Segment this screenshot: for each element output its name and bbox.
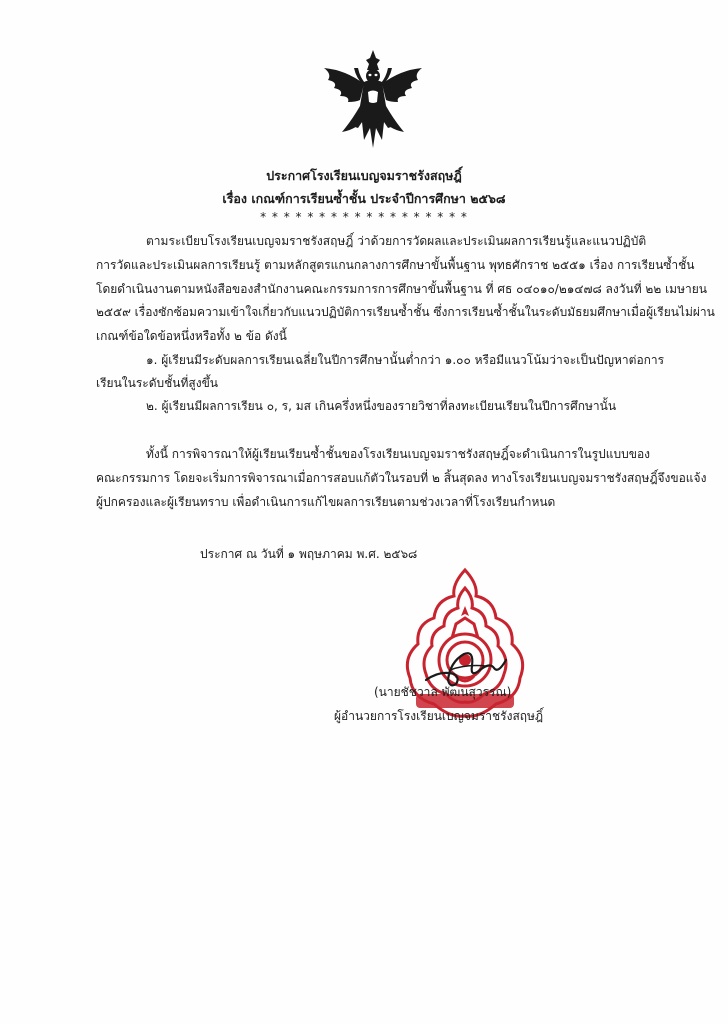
criteria-item-1-cont: เรียนในระดับชั้นที่สูงขึ้น	[96, 376, 218, 390]
announcement-title: ประกาศโรงเรียนเบญจมราชรังสฤษฎิ์	[266, 168, 462, 183]
paragraph-line: ผู้ปกครองและผู้เรียนทราบ เพื่อดำเนินการแก้ไขผลการเรียนตามช่วงเวลาที่โรงเรียนกำหนด	[96, 495, 556, 509]
paragraph-line: ตามระเบียบโรงเรียนเบญจมราชรังสฤษฎิ์ ว่าด้วยการวัดผลและประเมินผลการเรียนรู้และแนวปฏิบัติ	[146, 234, 647, 248]
signer-name: (นายชัชวาล พัฒนสุวรรณ)	[374, 685, 512, 699]
garuda-emblem-icon	[318, 48, 428, 152]
divider-stars: * * * * * * * * * * * * * * * * * *	[260, 210, 468, 224]
announcement-subject: เรื่อง เกณฑ์การเรียนซ้ำชั้น ประจำปีการศึกษา ๒๕๖๘	[222, 191, 506, 206]
paragraph-line: ทั้งนี้ การพิจารณาให้ผู้เรียนเรียนซ้ำชั้นของโรงเรียนเบญจมราชรังสฤษฎิ์จะดำเนินการในรูปแบบของ	[146, 447, 651, 461]
paragraph-line: การวัดและประเมินผลการเรียนรู้ ตามหลักสูตรแกนกลางการศึกษาขั้นพื้นฐาน พุทธศักราช ๒๕๕๑ เรื่อง การเรียนซ้ำชั้น	[96, 258, 695, 272]
signer-position: ผู้อำนวยการโรงเรียนเบญจมราชรังสฤษฎิ์	[334, 709, 544, 723]
paragraph-line: โดยดำเนินงานตามหนังสือของสำนักงานคณะกรรมการการศึกษาขั้นพื้นฐาน ที่ ศธ ๐๔๐๑๐/๒๑๔๗๘ ลงวันที่ ๒๒ เมษายน	[96, 282, 707, 296]
signature-icon	[420, 640, 510, 690]
paragraph-line: เกณฑ์ข้อใดข้อหนึ่งหรือทั้ง ๒ ข้อ ดังนี้	[96, 329, 287, 343]
paragraph-line: ๒๕๕๙ เรื่องซักซ้อมความเข้าใจเกี่ยวกับแนวปฏิบัติการเรียนซ้ำชั้น ซึ่งการเรียนซ้ำชั้นในระดับมัธยมศึกษาเมื่อผู้เรียนไม่ผ่าน	[96, 305, 715, 319]
criteria-item-1: ๑. ผู้เรียนมีระดับผลการเรียนเฉลี่ยในปีการศึกษานั้นต่ำกว่า ๑.๐๐ หรือมีแนวโน้มว่าจะเป็นปัญหาต่อการ	[146, 353, 665, 367]
criteria-item-2: ๒. ผู้เรียนมีผลการเรียน ๐, ร, มส เกินครึ่งหนึ่งของรายวิชาที่ลงทะเบียนเรียนในปีการศึกษานั้น	[146, 399, 617, 413]
paragraph-line: คณะกรรมการ โดยจะเริ่มการพิจารณาเมื่อการสอบแก้ตัวในรอบที่ ๒ สิ้นสุดลง ทางโรงเรียนเบญจมราชรังสฤษฎิ์จึงขอแจ้ง	[96, 471, 707, 485]
announcement-date: ประกาศ ณ วันที่ ๑ พฤษภาคม พ.ศ. ๒๕๖๘	[200, 547, 418, 561]
